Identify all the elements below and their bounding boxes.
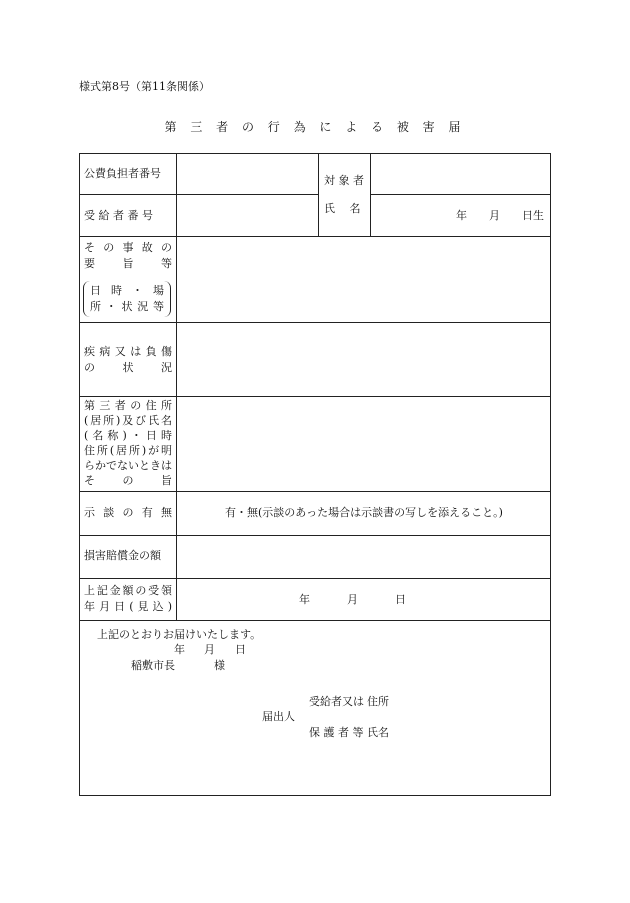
birth-year-label: 年 [456,209,467,222]
third-party-field[interactable] [178,398,550,490]
birth-month-label: 月 [489,209,500,222]
notifier-label: 届出人 [262,710,295,723]
row-divider [79,236,551,237]
third-party-label-line: (名称)・日時 [84,429,172,442]
row-divider [370,194,551,195]
subject-label-line2: 氏 名 [324,202,361,215]
row-divider [79,620,551,621]
compensation-field[interactable] [178,537,550,577]
injury-field[interactable] [178,324,550,395]
addressee: 稲敷市長 [131,659,175,672]
accident-sub-label-line2: 所 ・ 状 況 等 [90,300,164,313]
settlement-label: 示 談 の 有 無 [84,506,172,519]
accident-summary-label-line2: 要 旨 等 [84,257,172,270]
subject-name-field[interactable] [372,155,550,193]
birth-day-label: 日生 [522,209,544,222]
addressee-honorific: 様 [214,659,225,672]
public-payer-number-label: 公費負担者番号 [84,167,161,180]
third-party-label-line: (居所)及び氏名 [84,414,172,427]
accident-sub-label-line1: 日 時 ・ 場 [90,284,164,297]
third-party-label-line: そ の 旨 [84,474,172,487]
public-payer-number-field[interactable] [178,155,316,193]
recipient-or-label: 受給者又は [309,695,364,708]
address-label: 住所 [367,695,389,708]
row-divider [79,194,318,195]
third-party-label-line: 住所(居所)が明 [84,444,172,457]
notifier-address-field[interactable] [395,692,545,710]
row-divider [79,535,551,536]
received-year-label: 年 [299,593,310,606]
injury-label-line1: 疾病又は負傷 [84,345,172,358]
row-divider [79,396,551,397]
column-divider [370,153,371,236]
declaration-statement: 上記のとおりお届けいたします。 [97,628,262,641]
row-divider [79,322,551,323]
accident-summary-label-line1: そ の 事 故 の [84,241,172,254]
form-number: 様式第8号（第11条関係） [79,80,210,93]
name-label: 氏名 [367,726,389,739]
row-divider [79,578,551,579]
recipient-number-field[interactable] [178,196,316,234]
column-divider [176,153,177,620]
received-day-label: 日 [395,593,406,606]
received-date-label-line2: 年月日(見込) [84,600,172,613]
column-divider [318,153,319,236]
received-month-label: 月 [347,593,358,606]
declaration-year-label: 年 [174,643,185,656]
row-divider [79,491,551,492]
settlement-options[interactable]: 有・無(示談のあった場合は示談書の写しを添えること。) [225,506,503,519]
compensation-label: 損害賠償金の額 [84,549,161,562]
third-party-label-line: らかでないときは [84,459,172,472]
guardian-label: 保 護 者 等 [309,726,364,739]
accident-summary-field[interactable] [178,238,550,321]
recipient-number-label: 受 給 者 番 号 [84,209,153,222]
form-title: 第 三 者 の 行 為 に よ る 被 害 届 [164,120,466,134]
third-party-label-line: 第 三 者 の 住 所 [84,399,172,412]
received-date-label-line1: 上記金額の受領 [84,584,172,597]
declaration-month-label: 月 [204,643,215,656]
declaration-day-label: 日 [235,643,246,656]
subject-label-line1: 対 象 者 [324,174,364,187]
injury-label-line2: の 状 況 [84,361,172,374]
notifier-name-field[interactable] [395,723,545,741]
